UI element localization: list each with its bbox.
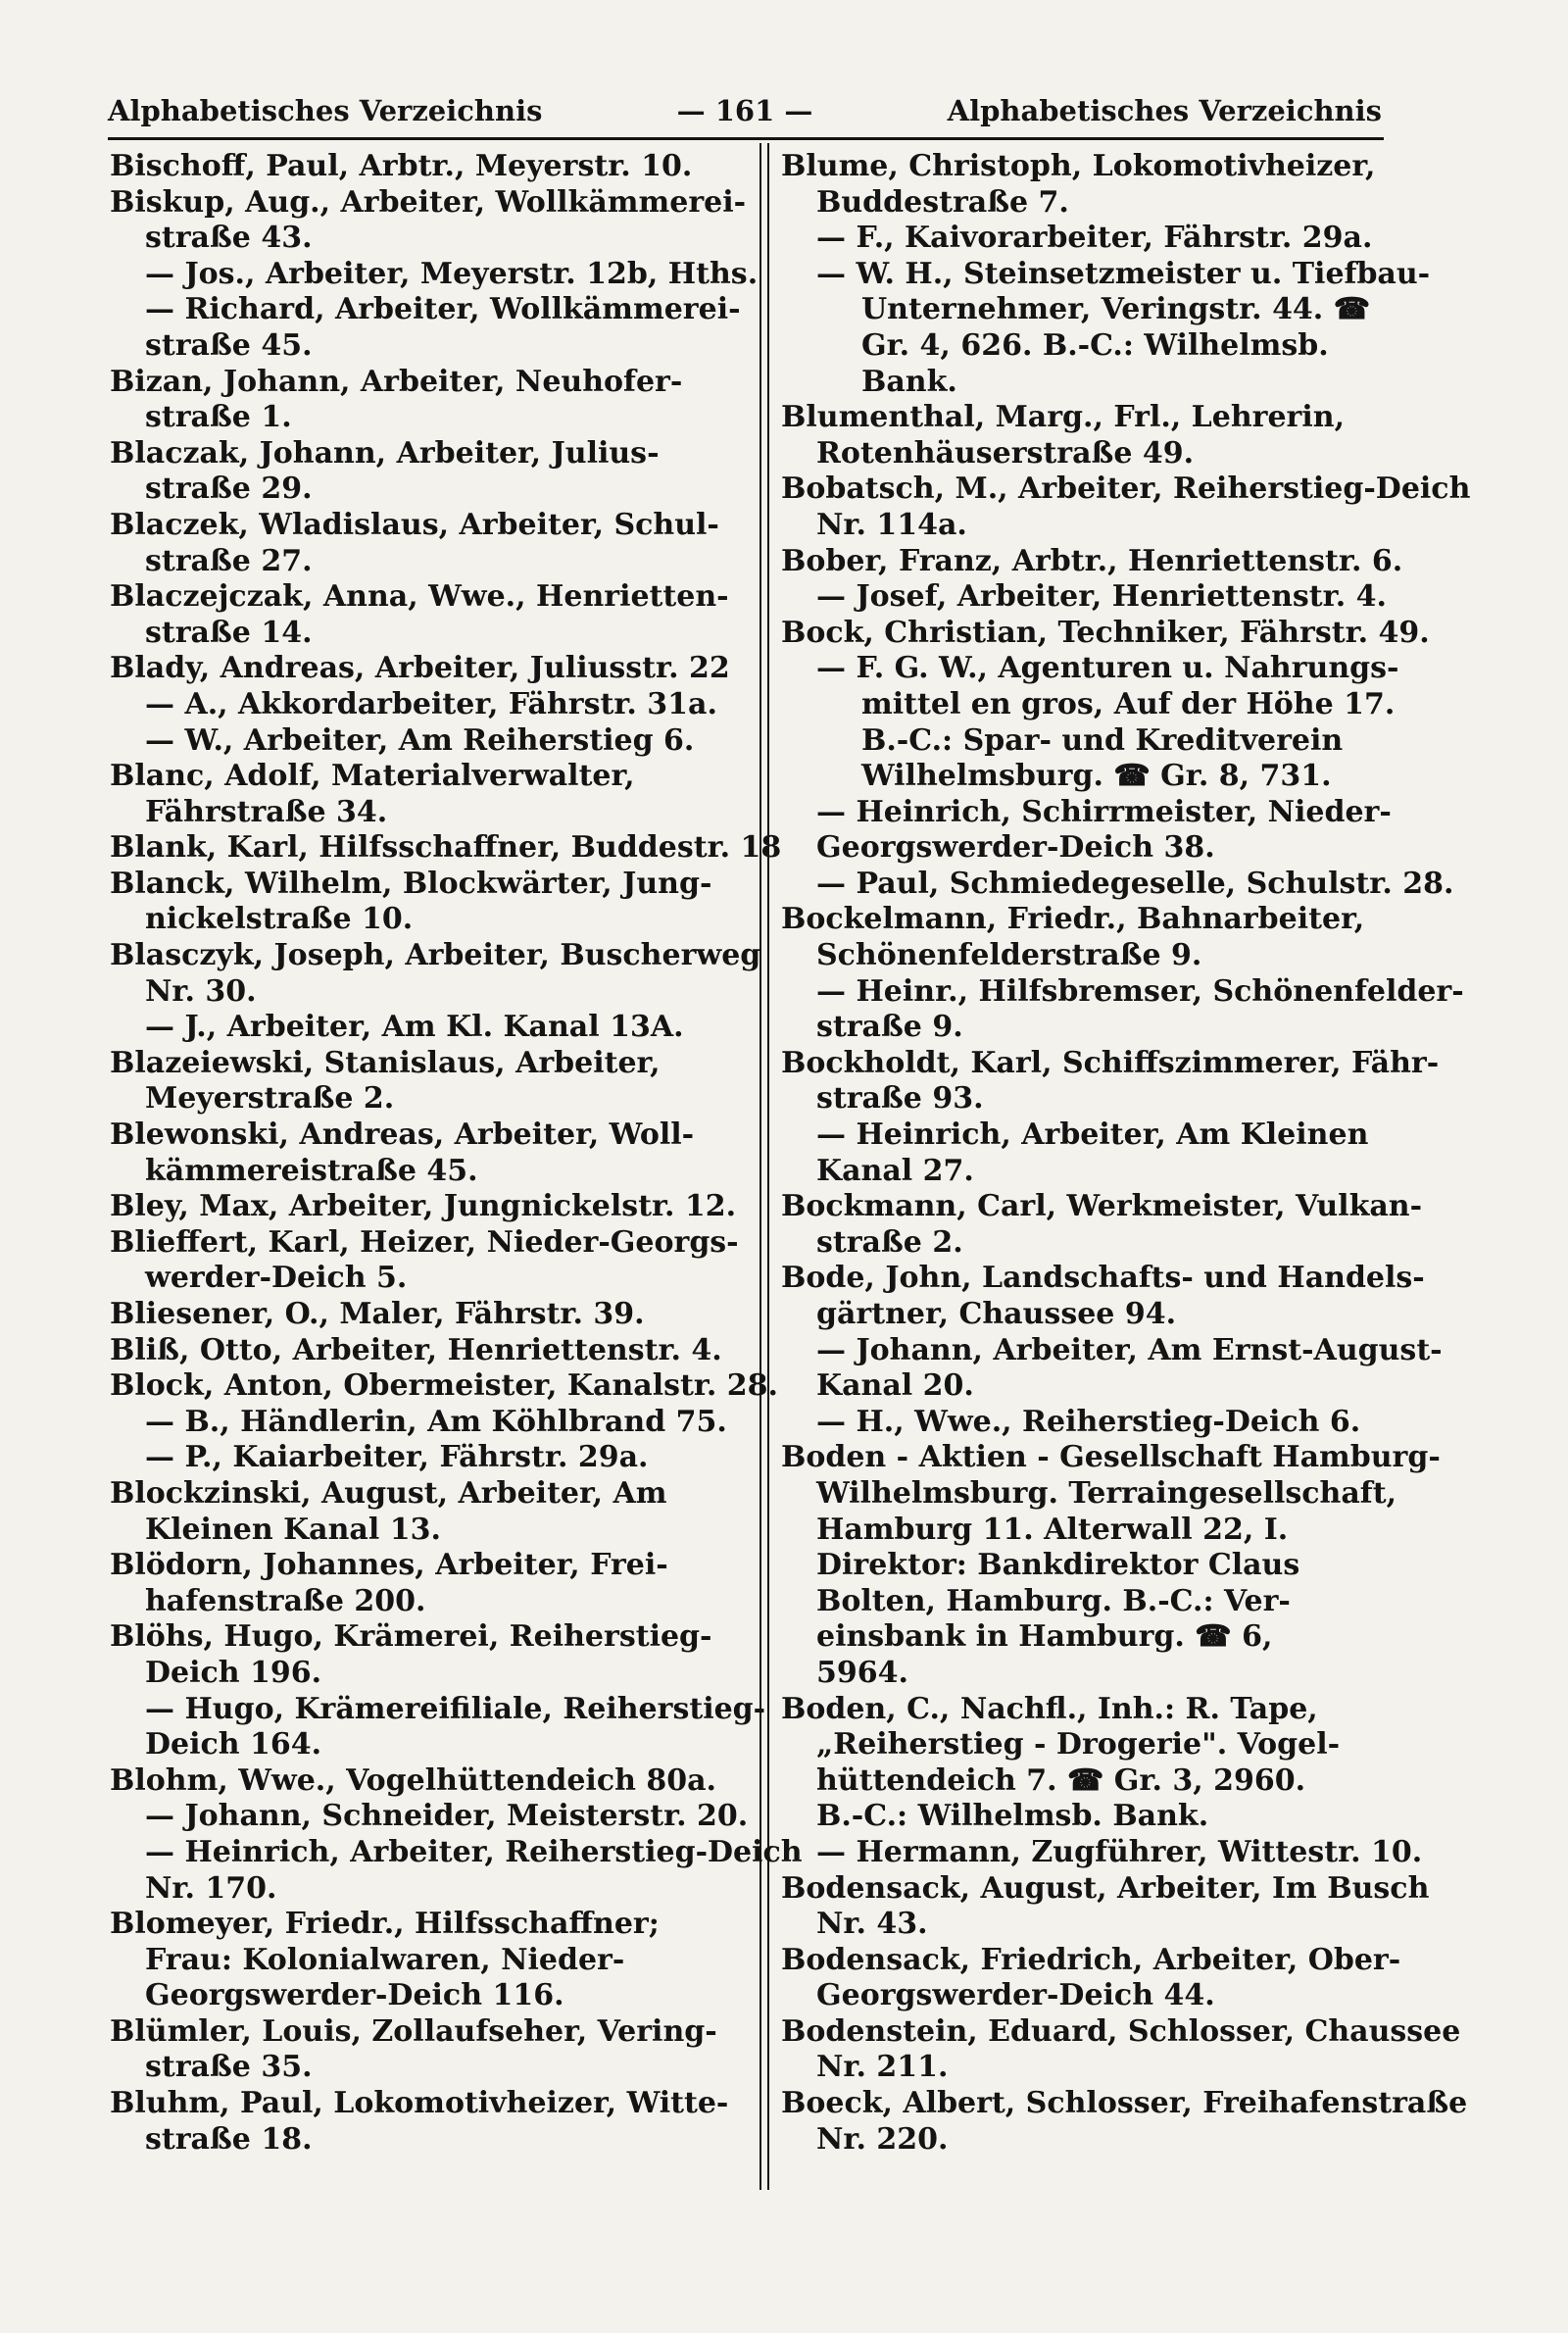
directory-entry-line: Georgswerder-Deich 44. bbox=[816, 1978, 1215, 2013]
directory-entry-line: — B., Händlerin, Am Köhlbrand 75. bbox=[145, 1404, 727, 1439]
directory-entry-line: Bobatsch, M., Arbeiter, Reiherstieg-Deich bbox=[781, 472, 1471, 507]
directory-entry-line: — Heinr., Hilfsbremser, Schönenfelder- bbox=[816, 973, 1464, 1009]
directory-entry-line: Hamburg 11. Alterwall 22, I. bbox=[816, 1512, 1289, 1547]
directory-entry-line: gärtner, Chaussee 94. bbox=[816, 1297, 1177, 1331]
directory-entry-line: Bolten, Hamburg. B.-C.: Ver- bbox=[816, 1583, 1291, 1618]
directory-entry-line: — Jos., Arbeiter, Meyerstr. 12b, Hths. bbox=[145, 256, 759, 291]
directory-entry-line: Kanal 20. bbox=[816, 1368, 974, 1404]
directory-entry-line: hafenstraße 200. bbox=[145, 1583, 426, 1618]
directory-entry-line: Wilhelmsburg. ☎ Gr. 8, 731. bbox=[861, 759, 1332, 794]
directory-entry-line: Blanc, Adolf, Materialverwalter, bbox=[110, 759, 635, 794]
directory-entry-line: — Hermann, Zugführer, Wittestr. 10. bbox=[816, 1834, 1423, 1869]
directory-entry-line: Deich 164. bbox=[145, 1727, 322, 1762]
directory-entry-line: Nr. 43. bbox=[816, 1907, 928, 1942]
directory-entry-line: — J., Arbeiter, Am Kl. Kanal 13A. bbox=[145, 1010, 684, 1045]
directory-entry-line: — F. G. W., Agenturen u. Nahrungs- bbox=[816, 651, 1399, 686]
directory-entry-line: straße 14. bbox=[145, 615, 313, 650]
directory-entry-line: Meyerstraße 2. bbox=[145, 1081, 395, 1117]
directory-entry-line: Direktor: Bankdirektor Claus bbox=[816, 1548, 1300, 1583]
directory-entry-line: — Heinrich, Arbeiter, Reiherstieg-Deich bbox=[145, 1834, 803, 1869]
directory-entry-line: Blockzinski, August, Arbeiter, Am bbox=[110, 1475, 667, 1511]
directory-entry-line: Bober, Franz, Arbtr., Henriettenstr. 6. bbox=[781, 543, 1403, 578]
directory-entry-line: Nr. 211. bbox=[816, 2050, 949, 2085]
directory-entry-line: werder-Deich 5. bbox=[145, 1261, 408, 1296]
directory-entry-line: Bockelmann, Friedr., Bahnarbeiter, bbox=[781, 902, 1365, 937]
directory-entry-line: Frau: Kolonialwaren, Nieder- bbox=[145, 1942, 625, 1977]
directory-entry-line: Boeck, Albert, Schlosser, Freihafenstraße bbox=[781, 2086, 1468, 2121]
directory-entry-line: B.-C.: Spar- und Kreditverein bbox=[861, 722, 1344, 758]
directory-entry-line: Bockholdt, Karl, Schiffszimmerer, Fähr- bbox=[781, 1045, 1440, 1080]
directory-entry-line: Kleinen Kanal 13. bbox=[145, 1512, 441, 1547]
right-column bbox=[781, 149, 1471, 2158]
column-divider bbox=[760, 143, 769, 2190]
directory-entry-line: Blaczek, Wladislaus, Arbeiter, Schul- bbox=[110, 507, 719, 542]
directory-entry-line: Bischoff, Paul, Arbtr., Meyerstr. 10. bbox=[110, 149, 693, 183]
directory-entry-line: Wilhelmsburg. Terraingesellschaft, bbox=[816, 1475, 1397, 1511]
directory-entry-line: — Johann, Arbeiter, Am Ernst-August- bbox=[816, 1332, 1443, 1367]
directory-entry-line: — A., Akkordarbeiter, Fährstr. 31a. bbox=[145, 686, 717, 721]
directory-entry-line: Biskup, Aug., Arbeiter, Wollkämmerei- bbox=[110, 184, 747, 220]
directory-entry-line: — H., Wwe., Reiherstieg-Deich 6. bbox=[816, 1404, 1361, 1439]
directory-entry-line: Blasczyk, Joseph, Arbeiter, Buscherweg bbox=[110, 938, 761, 973]
directory-entry-line: Bank. bbox=[861, 364, 957, 399]
directory-entry-line: Bode, John, Landschafts- und Handels- bbox=[781, 1261, 1425, 1296]
directory-entry-line: Deich 196. bbox=[145, 1655, 322, 1690]
directory-entry-line: Nr. 114a. bbox=[816, 507, 967, 542]
directory-entry-line: Bluhm, Paul, Lokomotivheizer, Witte- bbox=[110, 2086, 729, 2121]
directory-entry-line: — Richard, Arbeiter, Wollkämmerei- bbox=[145, 292, 741, 327]
directory-entry-line: Nr. 30. bbox=[145, 973, 257, 1009]
page-number: — 161 — bbox=[676, 94, 813, 127]
directory-entry-line: Georgswerder-Deich 116. bbox=[145, 1978, 564, 2013]
directory-entry-line: hüttendeich 7. ☎ Gr. 3, 2960. bbox=[816, 1762, 1306, 1798]
directory-entry-line: Bock, Christian, Techniker, Fährstr. 49. bbox=[781, 615, 1430, 650]
directory-entry-line: Bizan, Johann, Arbeiter, Neuhofer- bbox=[110, 364, 683, 399]
directory-entry-line: Blaczak, Johann, Arbeiter, Julius- bbox=[110, 435, 660, 471]
directory-entry-line: „Reiherstieg - Drogerie". Vogel- bbox=[816, 1727, 1341, 1762]
directory-entry-line: 5964. bbox=[816, 1655, 908, 1690]
directory-entry-line: straße 45. bbox=[145, 327, 313, 363]
directory-entry-line: Blaczejczak, Anna, Wwe., Henrietten- bbox=[110, 579, 729, 615]
directory-entry-line: — F., Kaivorarbeiter, Fährstr. 29a. bbox=[816, 221, 1373, 256]
directory-entry-line: Blewonski, Andreas, Arbeiter, Woll- bbox=[110, 1117, 695, 1153]
directory-entry-line: Georgswerder-Deich 38. bbox=[816, 830, 1215, 866]
directory-entry-line: straße 1. bbox=[145, 400, 292, 435]
directory-entry-line: Blomeyer, Friedr., Hilfsschaffner; bbox=[110, 1907, 660, 1942]
directory-entry-line: Bodensack, Friedrich, Arbeiter, Ober- bbox=[781, 1942, 1401, 1977]
directory-entry-line: Bockmann, Carl, Werkmeister, Vulkan- bbox=[781, 1189, 1423, 1224]
directory-entry-line: Nr. 220. bbox=[816, 2121, 949, 2157]
directory-entry-line: Nr. 170. bbox=[145, 1870, 277, 1906]
directory-entry-line: Blanck, Wilhelm, Blockwärter, Jung- bbox=[110, 866, 712, 901]
directory-entry-line: Blazeiewski, Stanislaus, Arbeiter, bbox=[110, 1045, 661, 1080]
directory-entry-line: straße 18. bbox=[145, 2121, 313, 2157]
directory-entry-line: — P., Kaiarbeiter, Fährstr. 29a. bbox=[145, 1440, 649, 1475]
directory-entry-line: — Hugo, Krämereifiliale, Reiherstieg- bbox=[145, 1691, 766, 1726]
directory-entry-line: Blödorn, Johannes, Arbeiter, Frei- bbox=[110, 1548, 668, 1583]
directory-entry-line: — Josef, Arbeiter, Henriettenstr. 4. bbox=[816, 579, 1387, 615]
directory-entry-line: Unternehmer, Veringstr. 44. ☎ bbox=[861, 292, 1371, 327]
directory-entry-line: Blank, Karl, Hilfsschaffner, Buddestr. 18 bbox=[110, 830, 782, 866]
header-right-title: Alphabetisches Verzeichnis bbox=[947, 94, 1382, 127]
directory-entry-line: — Heinrich, Arbeiter, Am Kleinen bbox=[816, 1117, 1369, 1153]
left-column bbox=[110, 149, 803, 2158]
directory-entry-line: Boden, C., Nachfl., Inh.: R. Tape, bbox=[781, 1691, 1318, 1726]
directory-entry-line: — Heinrich, Schirrmeister, Nieder- bbox=[816, 794, 1392, 829]
directory-entry-line: B.-C.: Wilhelmsb. Bank. bbox=[816, 1799, 1209, 1834]
directory-entry-line: Blady, Andreas, Arbeiter, Juliusstr. 22 bbox=[110, 651, 730, 686]
directory-entry-line: — W., Arbeiter, Am Reiherstieg 6. bbox=[145, 722, 695, 758]
directory-entry-line: Block, Anton, Obermeister, Kanalstr. 28. bbox=[110, 1368, 778, 1404]
directory-entry-line: Kanal 27. bbox=[816, 1153, 974, 1188]
directory-entry-line: Bodensack, August, Arbeiter, Im Busch bbox=[781, 1870, 1430, 1906]
directory-entry-line: Rotenhäuserstraße 49. bbox=[816, 435, 1195, 471]
page-header bbox=[108, 86, 1382, 133]
directory-entry-line: kämmereistraße 45. bbox=[145, 1153, 478, 1188]
directory-entry-line: straße 27. bbox=[145, 543, 313, 578]
directory-entry-line: Bliß, Otto, Arbeiter, Henriettenstr. 4. bbox=[110, 1332, 722, 1367]
directory-entry-line: Boden - Aktien - Gesellschaft Hamburg- bbox=[781, 1440, 1441, 1475]
directory-entry-line: — Paul, Schmiedegeselle, Schulstr. 28. bbox=[816, 866, 1454, 901]
directory-entry-line: straße 93. bbox=[816, 1081, 984, 1117]
directory-entry-line: — W. H., Steinsetzmeister u. Tiefbau- bbox=[816, 256, 1431, 291]
directory-entry-line: Gr. 4, 626. B.-C.: Wilhelmsb. bbox=[861, 327, 1329, 363]
directory-entry-line: Blöhs, Hugo, Krämerei, Reiherstieg- bbox=[110, 1619, 712, 1655]
directory-entry-line: Blieffert, Karl, Heizer, Nieder-Georgs- bbox=[110, 1224, 739, 1260]
directory-entry-line: Buddestraße 7. bbox=[816, 184, 1069, 220]
directory-entry-line: Blumenthal, Marg., Frl., Lehrerin, bbox=[781, 400, 1346, 435]
directory-entry-line: mittel en gros, Auf der Höhe 17. bbox=[861, 686, 1396, 721]
directory-entry-line: Blümler, Louis, Zollaufseher, Vering- bbox=[110, 2013, 717, 2049]
directory-entry-line: Fährstraße 34. bbox=[145, 794, 388, 829]
directory-entry-line: — Johann, Schneider, Meisterstr. 20. bbox=[145, 1799, 749, 1834]
directory-entry-line: straße 29. bbox=[145, 472, 313, 507]
directory-entry-line: Blohm, Wwe., Vogelhüttendeich 80a. bbox=[110, 1762, 716, 1798]
directory-entry-line: straße 9. bbox=[816, 1010, 963, 1045]
directory-entry-line: straße 43. bbox=[145, 221, 313, 256]
directory-entry-line: straße 35. bbox=[145, 2050, 313, 2085]
directory-entry-line: nickelstraße 10. bbox=[145, 902, 414, 937]
directory-entry-line: straße 2. bbox=[816, 1224, 963, 1260]
header-rule bbox=[108, 137, 1384, 140]
header-left-title: Alphabetisches Verzeichnis bbox=[108, 94, 543, 127]
directory-entry-line: einsbank in Hamburg. ☎ 6, bbox=[816, 1619, 1273, 1655]
directory-entry-line: Bley, Max, Arbeiter, Jungnickelstr. 12. bbox=[110, 1189, 737, 1224]
directory-entry-line: Schönenfelderstraße 9. bbox=[816, 938, 1202, 973]
directory-entry-line: Bliesener, O., Maler, Fährstr. 39. bbox=[110, 1297, 645, 1331]
directory-entry-line: Bodenstein, Eduard, Schlosser, Chaussee bbox=[781, 2013, 1461, 2049]
directory-entry-line: Blume, Christoph, Lokomotivheizer, bbox=[781, 149, 1376, 183]
